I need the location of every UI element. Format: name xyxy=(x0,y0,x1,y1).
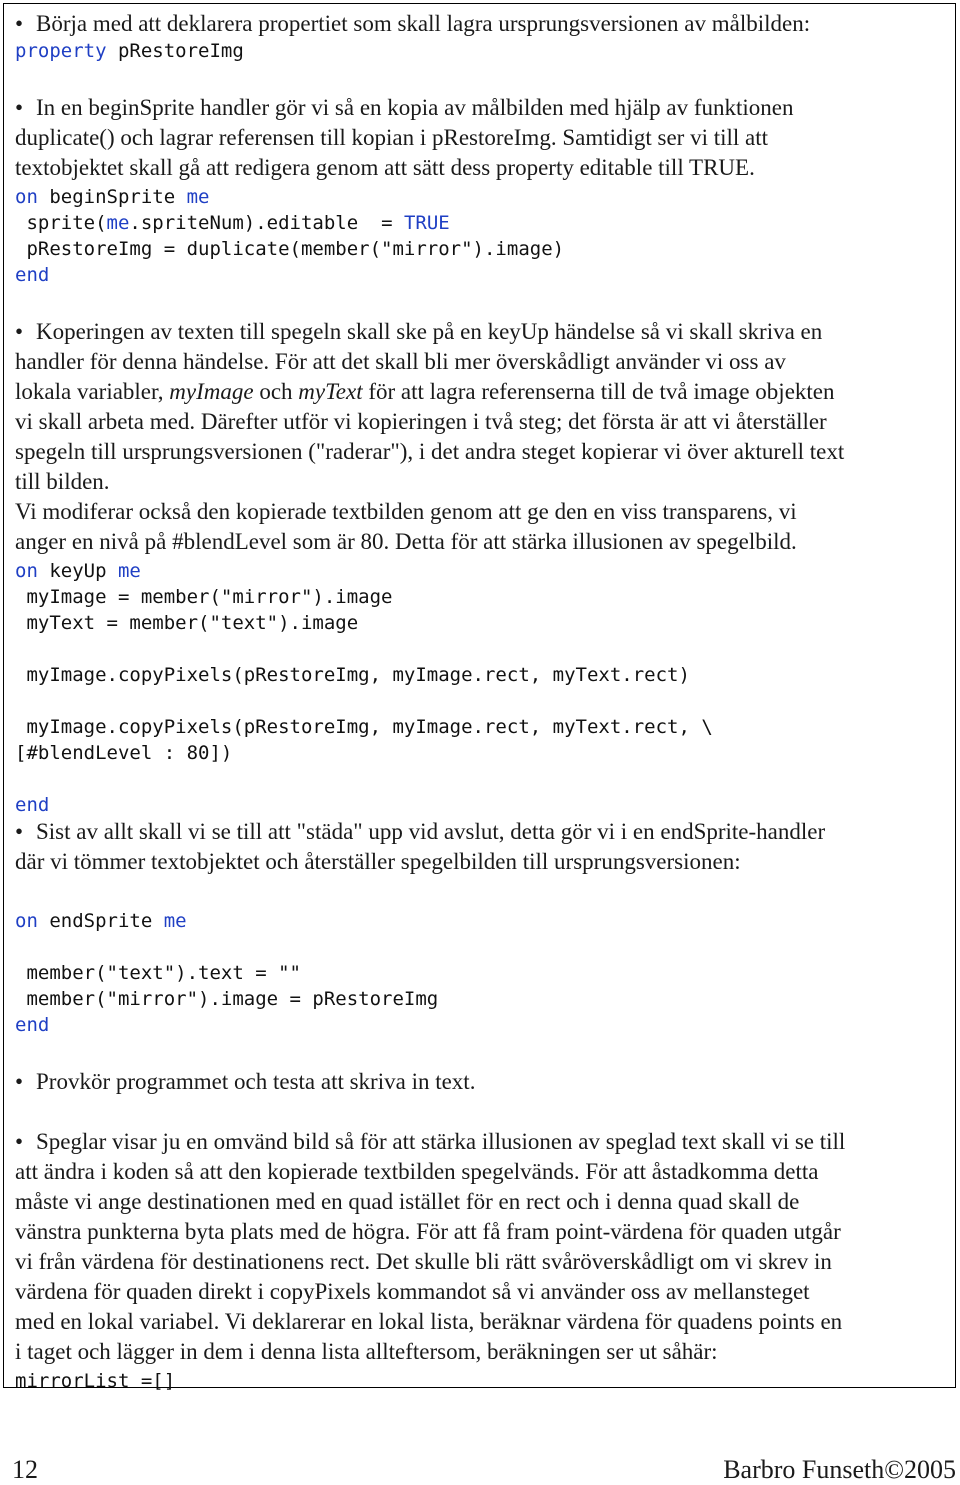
bullet: • xyxy=(15,1129,24,1154)
para3-line5: spegeln till ursprungsversionen ("raderar"), i det andra steget kopierar vi över akturell text xyxy=(15,439,845,464)
para6-line6: värdena för quaden direkt i copyPixels kommandot så vi använder oss av mellansteget xyxy=(15,1279,810,1304)
para3-line1: • Koperingen av texten till spegeln skall ske på en keyUp händelse så vi skall skriva en xyxy=(15,317,822,347)
code3-line2: myImage = member("mirror").image xyxy=(15,586,393,608)
code5-line1: mirrorList =[] xyxy=(15,1370,176,1392)
para2-line1: • In en beginSprite handler gör vi så en kopia av målbilden med hjälp av funktionen xyxy=(15,93,794,123)
para3-line6: till bilden. xyxy=(15,469,110,494)
code3-line6: [#blendLevel : 80]) xyxy=(15,742,233,764)
code1-line1: property pRestoreImg xyxy=(15,40,244,62)
code4-end: end xyxy=(15,1014,50,1036)
para3-line7: Vi modiferar också den kopierade textbilden genom att ge den en viss transparens, vi xyxy=(15,499,797,524)
code3-line1: on keyUp me xyxy=(15,560,141,582)
bullet: • xyxy=(15,95,24,120)
footer-author: Barbro Funseth©2005 xyxy=(723,1455,956,1484)
para2-line3: textobjektet skall gå att redigera genom att sätt dess property editable till TRUE. xyxy=(15,155,755,180)
code3-line3: myText = member("text").image xyxy=(15,612,359,634)
bullet: • xyxy=(15,11,24,36)
para5-line1: • Provkör programmet och testa att skriva in text. xyxy=(15,1067,475,1097)
para4-line2: där vi tömmer textobjektet och återställer spegelbilden till ursprungsversionen: xyxy=(15,849,741,874)
para6-line4: vänstra punkterna byta plats med de högra. För att få fram point-värdena för quaden utgår xyxy=(15,1219,841,1244)
code4-line3: member("mirror").image = pRestoreImg xyxy=(15,988,439,1010)
para6-line3: måste vi ange destinationen med en quad istället för en rect och i denna quad skall de xyxy=(15,1189,800,1214)
para6-line8: i taget och lägger in dem i denna lista allteftersom, beräkningen ser ut såhär: xyxy=(15,1339,718,1364)
code3-end: end xyxy=(15,794,50,816)
code2-line3: pRestoreImg = duplicate(member("mirror").image) xyxy=(15,238,565,260)
para3-line3: lokala variabler, myImage och myText för att lagra referenserna till de två image objekten xyxy=(15,379,835,404)
para3-line2: handler för denna händelse. För att det skall bli mer överskådligt använder vi oss av xyxy=(15,349,786,374)
para6-line5: vi från värdena för destinationens rect. Det skulle bli rätt svåröverskådligt om vi skrev in xyxy=(15,1249,832,1274)
para1-line1: • Börja med att deklarera propertiet som skall lagra ursprungsversionen av målbilden: xyxy=(15,9,810,39)
code4-line1: on endSprite me xyxy=(15,910,187,932)
para6-line2: att ändra i koden så att den kopierade textbilden spegelvänds. För att åstadkomma detta xyxy=(15,1159,819,1184)
code2-line2: sprite(me.spriteNum).editable = TRUE xyxy=(15,212,450,234)
code3-line5: myImage.copyPixels(pRestoreImg, myImage.rect, myText.rect, \ xyxy=(15,716,713,738)
para4-line1: • Sist av allt skall vi se till att "städa" upp vid avslut, detta gör vi i en endSprite-handler xyxy=(15,817,825,847)
para3-line8: anger en nivå på #blendLevel som är 80. Detta för att stärka illusionen av spegelbild. xyxy=(15,529,797,554)
code2-end: end xyxy=(15,264,50,286)
para2-line2: duplicate() och lagrar referensen till kopian i pRestoreImg. Samtidigt ser vi till att xyxy=(15,125,769,150)
para3-line4: vi skall arbeta med. Därefter utför vi kopieringen i två steg; det första är att vi återställer xyxy=(15,409,827,434)
bullet: • xyxy=(15,1069,24,1094)
bullet: • xyxy=(15,819,24,844)
page-frame xyxy=(3,3,956,1392)
page-number: 12 xyxy=(12,1455,38,1484)
code3-line4: myImage.copyPixels(pRestoreImg, myImage.rect, myText.rect) xyxy=(15,664,690,686)
para6-line7: med en lokal variabel. Vi deklarerar en lokal lista, beräknar värdena för quadens points en xyxy=(15,1309,843,1334)
bullet: • xyxy=(15,319,24,344)
para6-line1: • Speglar visar ju en omvänd bild så för att stärka illusionen av speglad text skall vi se till xyxy=(15,1127,845,1157)
code2-line1: on beginSprite me xyxy=(15,186,210,208)
code4-line2: member("text").text = "" xyxy=(15,962,301,984)
